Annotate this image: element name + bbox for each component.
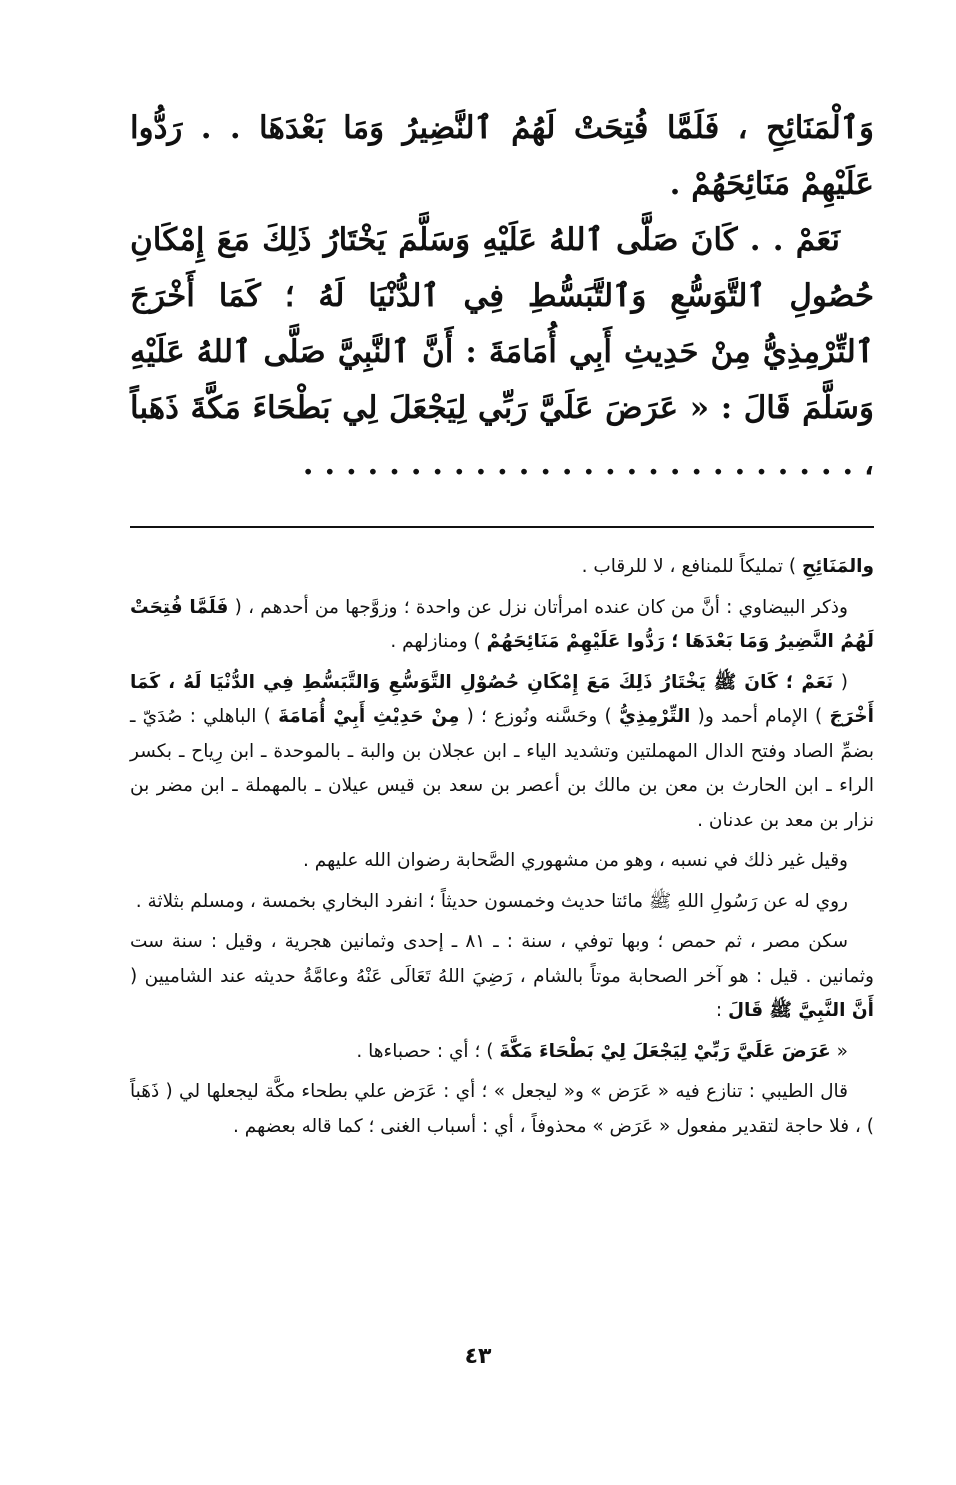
main-text-block [130, 100, 874, 492]
commentary-paragraph-7 [130, 1035, 874, 1070]
commentary-bold: أَنَّ النَّبِيَّ ﷺ قَالَ [727, 1000, 874, 1021]
commentary-text: ) تمليكاً للمنافع ، لا للرقاب . [581, 556, 803, 577]
commentary-paragraph-5: روي له عن رَسُولِ اللهِ ﷺ مائتا حديث وخمسون حديثاً ؛ انفرد البخاري بخمسة ، ومسلم بثلاثة . [135, 890, 848, 912]
commentary-text: ) الإمام أحمد و( [690, 706, 830, 727]
commentary-paragraph-6 [130, 925, 874, 1029]
commentary-bold: نَعَمْ ؛ كَانَ ﷺ يَخْتَارُ ذَلِكَ مَعَ إِمْكَانِ حُصُوْلِ التَّوَسُّعِ وَالتَّبَسُّطِ فِي الدُّنْيَا لَهُ ، كَمَا أَخْرَجَ [130, 671, 874, 727]
commentary-bold: مِنْ حَدِيْثِ أَبِيْ أُمَامَةَ [278, 706, 460, 727]
commentary-text: « [830, 1040, 848, 1062]
commentary-paragraph-1 [130, 550, 874, 585]
commentary-text: : [715, 1000, 728, 1021]
commentary-text: سكن مصر ، ثم حمص ؛ وبها توفي ، سنة : ـ ٨١ ـ إحدى وثمانين هجرية ، وقيل : سنة ست وثمانين . قيل : هو آخر الصحابة موتاً بالشام ، رَضِيَ اللهُ تَعَالَى عَنْهُ وعامَّةُ حديثه عند الشاميين ( [130, 931, 874, 987]
commentary-bold: التِّرْمِذِيُّ [618, 706, 691, 727]
main-line-1: وَٱلْمَنَائِحِ ، فَلَمَّا فُتِحَتْ لَهُمُ ٱلنَّضِيرُ وَمَا بَعْدَهَا . . رَدُّوا عَلَيْهِمْ مَنَائِحَهُمْ . [130, 110, 874, 202]
commentary-text: وذكر البيضاوي : أنَّ من كان عنده امرأتان نزل عن واحدة ؛ وزوَّجها من أحدهم ، ( [228, 596, 848, 618]
commentary-text: ) ومنازلهم . [390, 631, 487, 652]
footnote-divider [130, 526, 874, 528]
commentary-paragraph-4: وقيل غير ذلك في نسبه ، وهو من مشهوري الصَّحابة رضوان الله عليهم . [303, 850, 848, 871]
commentary-block [130, 550, 874, 1144]
commentary-paragraph-3 [130, 666, 874, 839]
commentary-bold: والمَنَائِحِ [802, 556, 874, 577]
page-number: ٤٣ [464, 1344, 492, 1369]
commentary-text: ) الباهلي : صُدَيّ ـ بضمِّ الصاد وفتح الدال المهملتين وتشديد الياء ـ ابن عجلان بن والبة ـ بالموحدة ـ ابن رِياح ـ بكسر الراء ـ ابن الحارث بن معن بن مالك بن أعصر بن سعد بن قيس عيلان ـ بالمهملة ـ ابن مضر بن نزار بن معد بن عدنان . [130, 706, 874, 831]
commentary-text: ( [833, 671, 848, 693]
commentary-paragraph-2 [130, 591, 874, 660]
commentary-text: ) ؛ أي : حصباءها . [356, 1040, 500, 1062]
main-paragraph-2: نَعَمْ . . كَانَ صَلَّى ٱللهُ عَلَيْهِ وَسَلَّمَ يَخْتَارُ ذَلِكَ مَعَ إِمْكَانِ حُصُولِ ٱلتَّوَسُّعِ وَٱلتَّبَسُّطِ فِي ٱلدُّنْيَا لَهُ ؛ كَمَا أَخْرَجَ ٱلتِّرْمِذِيُّ مِنْ حَدِيثِ أَبِي أُمَامَةَ : أَنَّ ٱلنَّبِيَّ صَلَّى ٱللهُ عَلَيْهِ وَسَلَّمَ قَالَ : « عَرَضَ عَلَيَّ رَبِّي لِيَجْعَلَ لِي بَطْحَاءَ مَكَّةَ ذَهَباً ، . . . . . . . . . . . . . . . . . . . . . . . . . . [130, 222, 874, 482]
commentary-bold: عَرَضَ عَلَيَّ رَبِّيْ لِيَجْعَلَ لِيْ بَطْحَاءَ مَكَّةَ [499, 1040, 831, 1062]
commentary-text: ) وحَسَّنه ونُوزع ؛ ( [459, 706, 619, 727]
page-body [130, 100, 874, 1150]
commentary-bold: فَلَمَّا فُتِحَتْ لَهُمُ النَّضِيرُ وَمَا بَعْدَهَا ؛ رَدُّوا عَلَيْهِمْ مَنَائِحَهُمْ [130, 596, 874, 652]
commentary-paragraph-8: قال الطيبي : تنازع فيه « عَرَض » و« ليجعل » ؛ أي : عَرَض علي بطحاء مكَّة ليجعلها لي ( ذَهَباً ) ، فلا حاجة لتقدير مفعول « عَرَض » محذوفاً ، أي : أسباب الغنى ؛ كما قاله بعضهم . [130, 1081, 874, 1137]
